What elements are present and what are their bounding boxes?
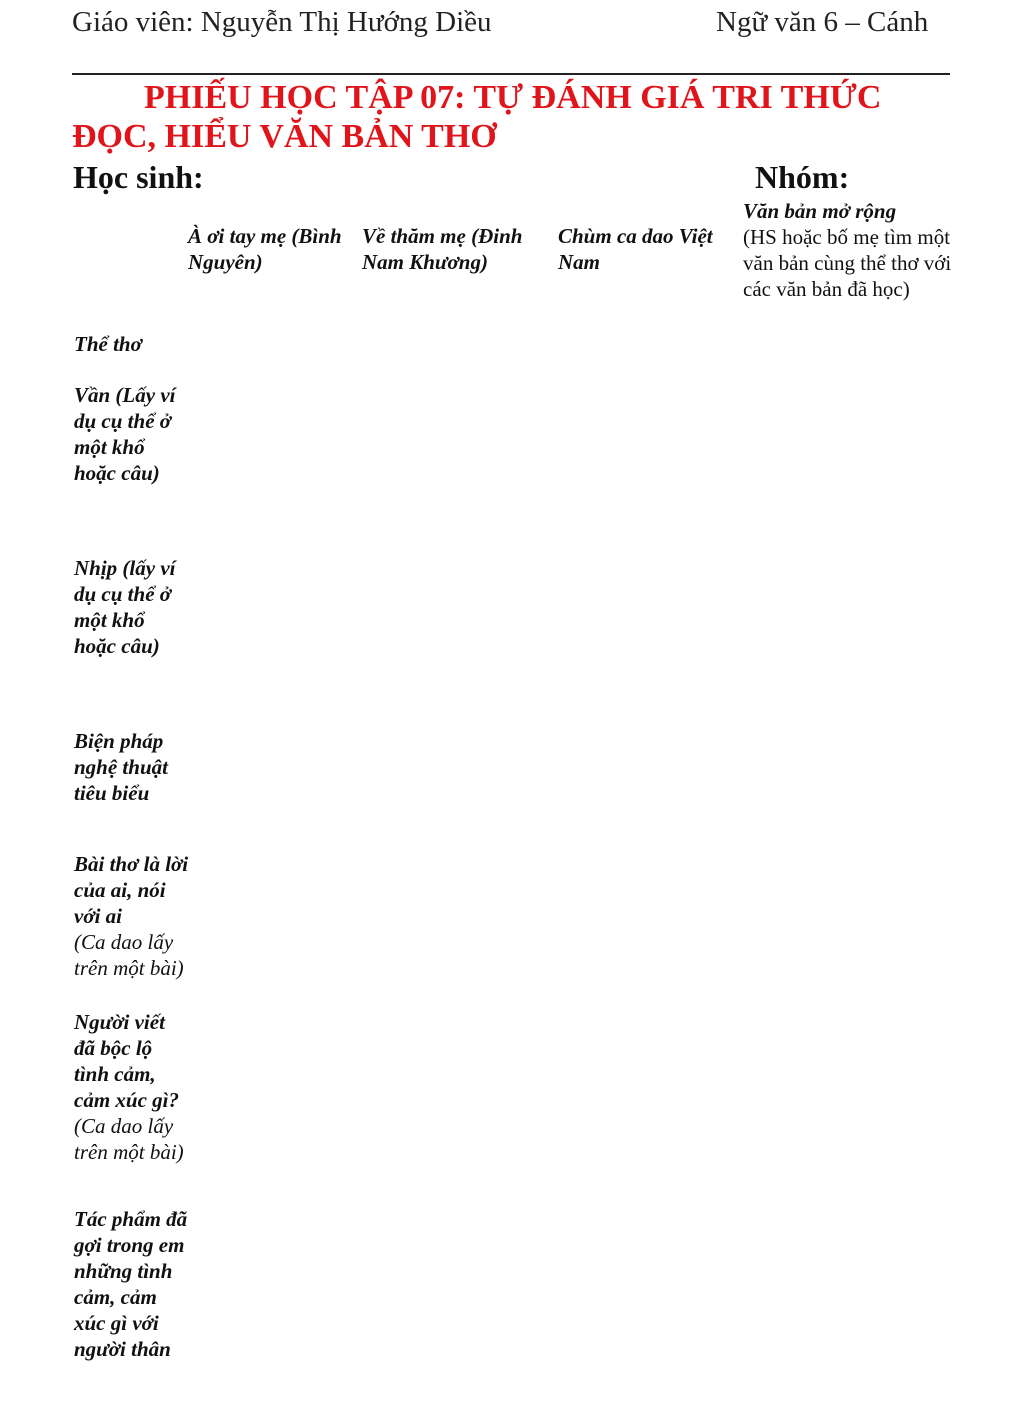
row-label-tac-pham-goi: Tác phẩm đã gợi trong em những tình cảm, cảm xúc gì với người thân: [74, 1207, 188, 1361]
column-header-ve-tham-me: Về thăm mẹ (Đinh Nam Khương): [362, 224, 523, 274]
row-label-loi-cua-ai: [74, 851, 190, 981]
row-label-the-tho: Thể thơ: [74, 332, 142, 356]
group-field-label: Nhóm:: [755, 159, 850, 195]
row-label-note: (Ca dao lấy trên một bài): [74, 930, 184, 980]
row-label-van: Vần (Lấy ví dụ cụ thể ở một khổ hoặc câu): [74, 383, 176, 485]
student-field-label: Học sinh:: [73, 159, 204, 195]
row-label-nhip: Nhịp (lấy ví dụ cụ thể ở một khổ hoặc câu): [74, 556, 176, 658]
row-label-tinh-cam-nguoi-viet: [74, 1009, 190, 1165]
column-header-note: (HS hoặc bố mẹ tìm một văn bản cùng thể thơ với các văn bản đã học): [743, 225, 952, 301]
teacher-name: Giáo viên: Nguyễn Thị Hướng Diều: [72, 6, 492, 38]
row-label-note: (Ca dao lấy trên một bài): [74, 1114, 184, 1164]
subject-label: Ngữ văn 6 – Cánh: [716, 6, 929, 38]
row-label-text: Người viết đã bộc lộ tình cảm, cảm xúc gì?: [74, 1010, 179, 1112]
column-header-chum-ca-dao: Chùm ca dao Việt Nam: [558, 224, 713, 274]
worksheet-title: PHIẾU HỌC TẬP 07: TỰ ĐÁNH GIÁ TRI THỨC ĐỌC, HIỂU VĂN BẢN THƠ: [72, 79, 882, 155]
column-header-van-ban-mo-rong: [743, 198, 958, 302]
header-divider: [72, 73, 950, 75]
row-label-text: Bài thơ là lời của ai, nói với ai: [74, 852, 189, 928]
column-header-a-oi-tay-me: À ơi tay mẹ (Bình Nguyên): [188, 224, 342, 274]
row-label-bien-phap: Biện pháp nghệ thuật tiêu biểu: [74, 729, 168, 805]
column-header-title: Văn bản mở rộng: [743, 199, 897, 223]
